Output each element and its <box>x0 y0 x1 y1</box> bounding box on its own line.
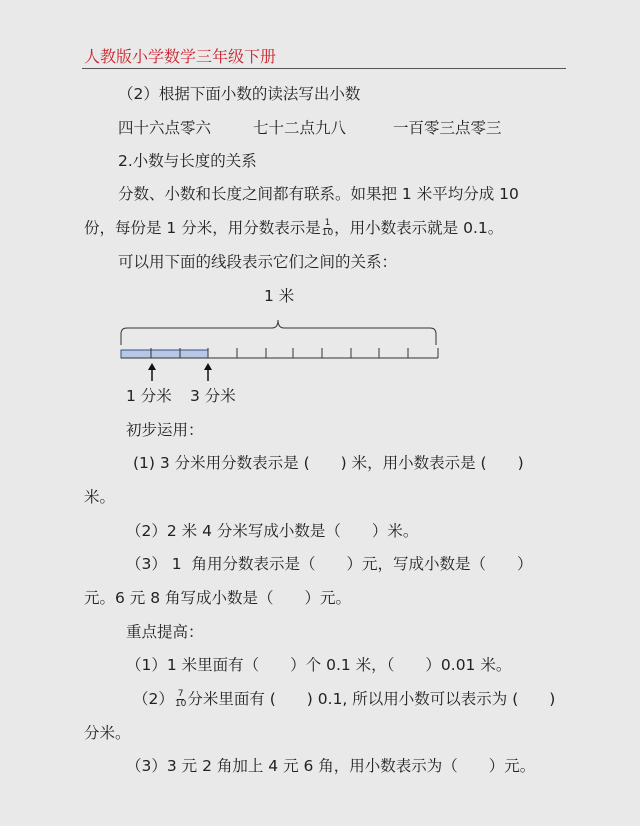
reading-2: 七十二点九八 <box>253 119 347 137</box>
highlight-segment <box>121 350 208 358</box>
question-2: （2）根据下面小数的读法写出小数 <box>118 85 361 103</box>
total-label: 1 米 <box>264 287 295 305</box>
practice-q1: (1) 3 分米用分数表示是 ( ) 米，用小数表示是 ( ) <box>133 454 524 472</box>
practice-q2: （2）2 米 4 分米写成小数是（ ）米。 <box>126 522 419 540</box>
paragraph-1: 分数、小数和长度之间都有联系。如果把 1 米平均分成 10 <box>118 185 519 203</box>
arrow-3-icon <box>204 363 212 381</box>
fraction-denominator: 10 <box>321 228 334 238</box>
p2-text-b: ，用小数表示就是 0.1。 <box>334 219 504 237</box>
practice-q1-cont: 米。 <box>84 488 116 506</box>
advanced-q2 <box>133 689 555 709</box>
label-3-decimeter: 3 分米 <box>190 387 236 405</box>
fraction-denominator: 10 <box>174 699 187 709</box>
practice-q3-cont: 元。6 元 8 角写成小数是（ ）元。 <box>84 589 352 607</box>
fraction-numerator: 7 <box>177 689 184 699</box>
paragraph-3: 可以用下面的线段表示它们之间的关系： <box>118 253 398 271</box>
advanced-q1: （1）1 米里面有（ ）个 0.1 米，（ ）0.01 米。 <box>126 656 512 674</box>
reading-1: 四十六点零六 <box>118 119 212 137</box>
p2-text-a: 份，每份是 1 分米，用分数表示是 <box>84 219 321 237</box>
brace <box>121 320 436 345</box>
practice-title: 初步运用： <box>126 421 204 439</box>
q2-text: 分米里面有 ( ) 0.1, 所以用小数可以表示为 ( ) <box>187 690 556 708</box>
header-title: 人教版小学数学三年级下册 <box>84 47 277 66</box>
advanced-title: 重点提高： <box>126 623 204 641</box>
arrow-1-icon <box>148 363 156 381</box>
fraction <box>175 690 186 709</box>
advanced-q3: （3）3 元 2 角加上 4 元 6 角，用小数表示为（ ）元。 <box>126 757 536 775</box>
q2-prefix: （2） <box>133 690 174 708</box>
advanced-q2-cont: 分米。 <box>84 724 131 742</box>
reading-3: 一百零三点零三 <box>393 119 502 137</box>
practice-q3: （3） 1 角用分数表示是（ ）元，写成小数是（ ） <box>126 555 533 573</box>
section-title: 2.小数与长度的关系 <box>118 152 257 170</box>
label-1-decimeter: 1 分米 <box>126 387 172 405</box>
fraction-numerator: 1 <box>324 218 331 228</box>
